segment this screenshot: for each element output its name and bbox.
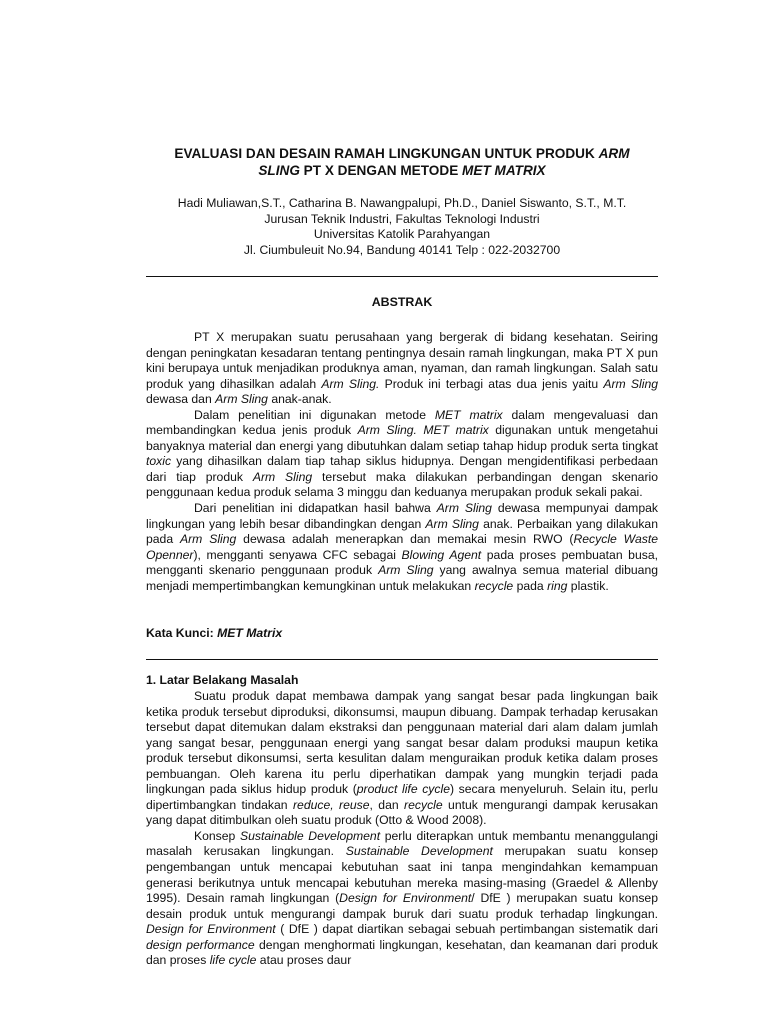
abstract-heading: ABSTRAK	[371, 295, 433, 309]
text-run-italic: reduce, reuse	[292, 797, 370, 812]
text-run-italic: toxic	[146, 454, 172, 469]
section-body	[146, 689, 658, 969]
text-run: dalam mengevaluasi dan membandingkan kedua jenis produk	[146, 407, 658, 438]
text-run-italic: MET matrix	[434, 407, 503, 422]
text-run: Dari penelitian ini didapatkan hasil bahwa	[194, 501, 437, 516]
text-run: plastik.	[567, 578, 609, 593]
text-run-italic: Arm Sling	[252, 469, 313, 484]
text-run: dengan menghormati lingkungan, kesehatan, dan keamanan dari produk dan proses	[146, 937, 658, 968]
text-run: pada	[513, 578, 548, 593]
keywords-label: Kata Kunci:	[146, 626, 218, 640]
text-run: PT X merupakan suatu perusahaan yang bergerak di bidang kesehatan. Seiring dengan peningkatan kesadaran tentang pentingnya desain ramah lingkungan, maka PT X pun kini berupaya untuk menjadikan produknya aman, nyaman, dan ramah lingkungan. Salah satu produk yang dihasilkan adalah	[146, 330, 658, 391]
author-names: Hadi Muliawan,S.T., Catharina B. Nawangpalupi, Ph.D., Daniel Siswanto, S.T., M.T.	[177, 196, 627, 210]
text-run-italic: Arm Sling.	[321, 376, 380, 391]
text-run-italic: Recycle Waste Openner	[146, 532, 658, 562]
text-run: perlu diterapkan untuk membantu menanggulangi masalah kerusakan lingkungan.	[146, 828, 658, 859]
text-run-italic: Design for Environment	[339, 891, 472, 906]
text-run-italic: Arm Sling	[179, 532, 237, 547]
text-run: yang dihasilkan dalam tiap tahap siklus hidupnya. Dengan mengidentifikasi perbedaan dari tiap produk	[146, 454, 658, 484]
text-run-italic: Arm Sling	[425, 516, 479, 531]
text-run: dewasa mempunyai dampak lingkungan yang lebih besar dibandingkan dengan	[146, 501, 658, 531]
text-run: untuk mengurangi dampak kerusakan yang dapat ditimbulkan oleh suatu produk (Otto & Wood 2008).	[146, 797, 659, 828]
text-run: ( DfE ) dapat diartikan sebagai sebuah pertimbangan sistematik dari	[275, 922, 658, 937]
text-run-italic: recycle	[404, 797, 443, 812]
abstract-paragraph	[146, 408, 658, 501]
text-run: , dan	[369, 797, 405, 812]
text-run: digunakan untuk mengetahui banyaknya material dan energi yang dibutuhkan dalam setiap tahap hidup produk serta tingkat	[146, 423, 658, 453]
author-university: Universitas Katolik Parahyangan	[313, 227, 491, 242]
section-paragraph	[146, 829, 658, 969]
text-run: yang awalnya semua material dibuang menjadi mempertimbangkan kemungkinan untuk melakukan	[146, 563, 658, 593]
paper-title	[146, 145, 658, 179]
text-run-italic: Arm Sling	[436, 501, 492, 516]
title-part: PT X DENGAN METODE	[299, 163, 463, 178]
text-run-italic: ring	[547, 578, 568, 593]
text-run: Produk ini terbagi atas dua jenis yaitu	[379, 376, 604, 391]
text-run-italic: Sustainable Development	[239, 828, 381, 843]
author-block	[146, 196, 658, 258]
abstract-body	[146, 330, 658, 594]
text-run: atau proses daur	[256, 953, 352, 968]
text-run-italic: recycle	[474, 578, 514, 593]
abstract-paragraph	[146, 501, 658, 594]
title-part-italic: SLING	[258, 163, 300, 178]
text-run-italic: Blowing Agent	[401, 547, 482, 562]
text-run-italic: design performance	[146, 937, 255, 952]
text-run-italic: life cycle	[209, 953, 257, 968]
text-run: ), mengganti senyawa CFC sebagai	[193, 547, 402, 562]
text-run-italic: product life cycle	[356, 782, 450, 797]
text-run: / DfE ) merupakan suatu konsep desain produk untuk mengurangi dampak buruk dari suatu produk terhadap lingkungan.	[146, 891, 658, 921]
title-part-italic: MET MATRIX	[462, 163, 546, 178]
author-address: Jl. Ciumbuleuit No.94, Bandung 40141 Telp : 022-2032700	[243, 242, 561, 257]
text-run: tersebut maka dilakukan perbandingan dengan skenario penggunaan kedua produk selama 3 minggu dan keduanya merupakan produk sekali pakai.	[146, 469, 658, 500]
text-run-italic: Sustainable Development	[345, 844, 493, 859]
abstract-paragraph	[146, 330, 658, 408]
divider-top	[146, 276, 658, 277]
keywords-line	[146, 626, 282, 640]
section-heading: 1. Latar Belakang Masalah	[146, 673, 299, 687]
text-run: ) secara menyeluruh. Selain itu, perlu dipertimbangkan tindakan	[146, 782, 658, 812]
text-run: pada proses pembuatan busa, mengganti skenario penggunaan produk	[146, 547, 658, 578]
text-run-italic: Arm Sling	[215, 392, 268, 407]
text-run: merupakan suatu konsep pengembangan untuk mencapai kebutuhan saat ini tanpa mengindahkan kemampuan generasi berikutnya untuk mencapai kebutuhan mereka masing-masing (Graedel & Allenby 1995). Desain ramah lingkungan (	[146, 844, 659, 906]
text-run: anak. Perbaikan yang dilakukan pada	[146, 516, 658, 547]
text-run: Dalam penelitian ini digunakan metode	[194, 407, 435, 422]
text-run: anak-anak.	[267, 392, 332, 407]
text-run: Suatu produk dapat membawa dampak yang sangat besar pada lingkungan baik ketika produk tersebut diproduksi, dikonsumsi, maupun dibuang. Dampak terhadap kerusakan tersebut dapat ditemukan dalam ekstraksi dan penggunaan material dari alam dalam jumlah yang sangat besar, penggunaan energi yang sangat besar dalam produksi maupun ketika produk tersebut dikonsumsi, serta kesulitan dalam menguraikan produk ketika dalam proses pembuangan. Oleh karena itu perlu diperhatikan dampak yang mungkin terjadi pada lingkungan pada siklus hidup produk (	[146, 689, 658, 797]
title-part: EVALUASI DAN DESAIN RAMAH LINGKUNGAN UNTUK PRODUK	[174, 146, 599, 161]
keywords-value: MET Matrix	[217, 626, 283, 640]
text-run: dewasa adalah menerapkan dan memakai mesin RWO (	[236, 532, 574, 547]
divider-bottom	[146, 659, 658, 660]
text-run-italic: Arm Sling	[378, 563, 434, 578]
text-run-italic: Arm Sling. MET matrix	[357, 423, 489, 438]
text-run-italic: Design for Environment	[146, 922, 276, 937]
text-run: Konsep	[194, 828, 240, 843]
title-part-italic: ARM	[598, 146, 630, 161]
author-department: Jurusan Teknik Industri, Fakultas Teknologi Industri	[264, 211, 540, 226]
section-paragraph	[146, 689, 658, 829]
text-run: dewasa dan	[146, 392, 216, 407]
text-run-italic: Arm Sling	[603, 376, 658, 391]
